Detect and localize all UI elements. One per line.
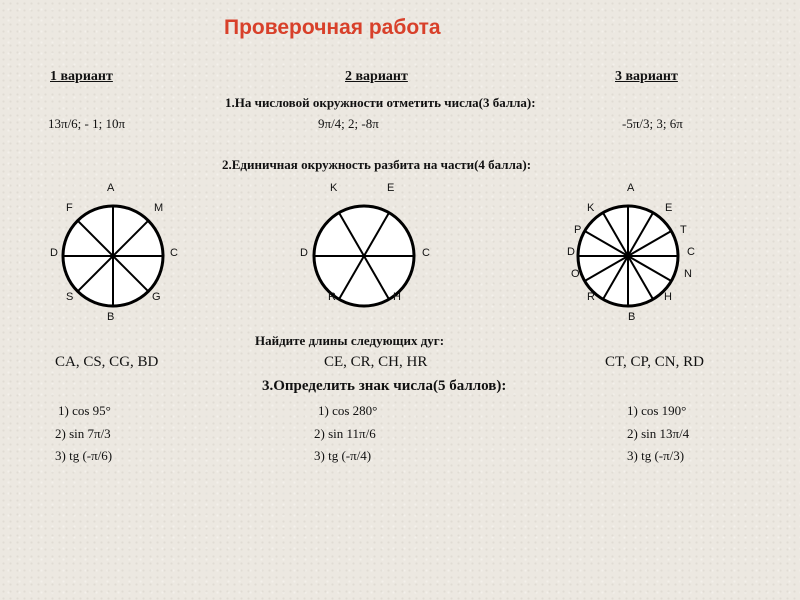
circle3-label-p: P [574,224,582,236]
circle1-label-a: A [107,182,115,194]
circle2-label-k: K [330,182,338,194]
circle3-label-n: N [684,268,692,280]
circle2-label-e: E [387,182,395,194]
variant-2-numbers: 9π/4; 2; -8π [318,116,379,131]
variant-2-arcs: CE, CR, CH, HR [324,354,428,370]
variant-3-item-3: 3) tg (-π/3) [627,448,685,463]
circle2-label-r: R [328,291,336,303]
task-2-text: 2.Единичная окружность разбита на части(4 балла): [222,157,532,172]
circle2-label-d: D [300,247,308,259]
circle1-label-c: C [170,247,178,259]
variant-3-heading: 3 вариант [615,69,678,84]
circle1-label-s: S [66,291,74,303]
unit-circle-8-parts [60,203,166,309]
circle3-label-e: E [665,202,673,214]
variant-1-arcs: CA, CS, CG, BD [55,354,159,370]
variant-1-item-2: 2) sin 7π/3 [55,426,111,441]
variant-1-numbers: 13π/6; - 1; 10π [48,116,126,131]
unit-circle-6-parts [311,203,417,309]
circle3-label-r: R [587,291,595,303]
circle1-label-b: B [107,311,115,323]
circle2-label-h: H [393,291,401,303]
circle3-label-a: A [627,182,635,194]
variant-2-item-2: 2) sin 11π/6 [314,426,376,441]
circle3-label-b: B [628,311,636,323]
circle1-label-g: G [152,291,161,303]
circle1-label-f: F [66,202,73,214]
circle3-label-c: C [687,246,695,258]
variant-2-item-1: 1) cos 280° [318,403,378,418]
page-title: Проверочная работа [224,16,441,39]
variant-3-item-1: 1) cos 190° [627,403,687,418]
circle3-label-t: T [680,224,687,236]
circle3-label-o: O [571,268,580,280]
circle3-label-h: H [664,291,672,303]
circle3-label-k: K [587,202,595,214]
variant-2-heading: 2 вариант [345,69,408,84]
variant-3-arcs: CT, CP, CN, RD [605,354,704,370]
find-arcs-text: Найдите длины следующих дуг: [255,333,445,348]
variant-3-item-2: 2) sin 13π/4 [627,426,690,441]
task-1-text: 1.На числовой окружности отметить числа(3 балла): [225,95,536,110]
circle2-label-c: C [422,247,430,259]
variant-1-item-1: 1) cos 95° [58,403,111,418]
circle1-label-d: D [50,247,58,259]
variant-3-numbers: -5π/3; 3; 6π [622,116,683,131]
variant-1-heading: 1 вариант [50,69,113,84]
circle1-label-m: M [154,202,164,214]
variant-2-item-3: 3) tg (-π/4) [314,448,372,463]
task-3-text: 3.Определить знак числа(5 баллов): [262,378,507,394]
circle3-label-d: D [567,246,575,258]
variant-1-item-3: 3) tg (-π/6) [55,448,113,463]
